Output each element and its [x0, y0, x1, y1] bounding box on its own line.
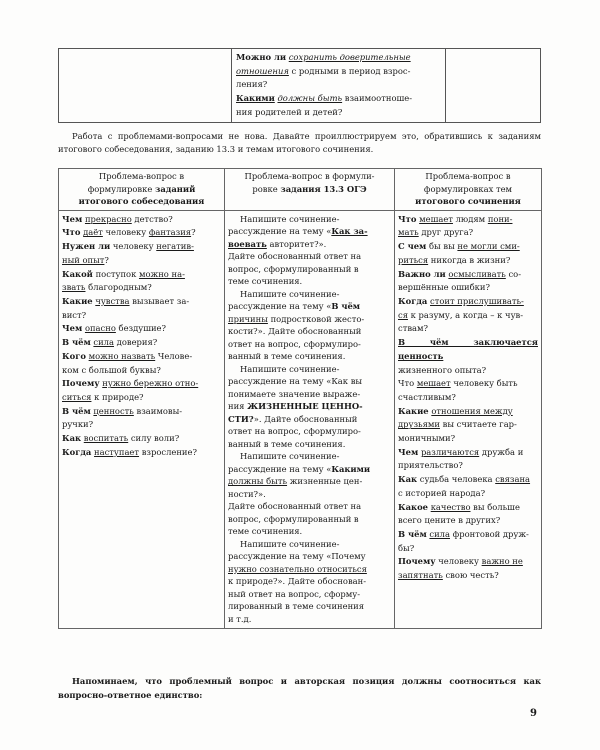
list-item: Напишите сочинение- — [240, 213, 340, 224]
list-item: Напишите сочинение- — [240, 288, 340, 299]
list-item: Когда наступает взросление? — [62, 446, 197, 457]
list-item: Какой поступок можно на- — [62, 268, 185, 279]
list-item: вист? — [62, 309, 87, 320]
list-item: ситься к природе? — [62, 391, 144, 402]
list-item: теме сочинения. — [228, 526, 303, 537]
col3-essay-topics — [395, 210, 542, 629]
list-item: ручки? — [62, 419, 94, 430]
list-item: Важно ли осмысливать со- — [398, 268, 522, 279]
list-item: Напишите сочинение- — [240, 538, 340, 549]
list-item: Как воспитать силу воли? — [62, 433, 180, 444]
list-item: к природе?». Дайте обоснован- — [228, 576, 367, 587]
list-item: В чём ценность взаимовы- — [62, 405, 183, 416]
top-table — [58, 48, 541, 123]
list-item: Что даёт человеку фантазия? — [62, 227, 196, 238]
list-item: должны быть жизненные цен- — [228, 476, 363, 487]
top-table-empty-right — [446, 49, 541, 123]
header-row — [59, 169, 542, 211]
list-item: рассуждение на тему «Как за- — [228, 226, 368, 237]
list-item: Что мешает людям пони- — [398, 213, 513, 224]
list-item: вершённые ошибки? — [398, 282, 490, 293]
list-item: риться никогда в жизни? — [398, 254, 511, 265]
list-item: ванный в теме сочинения. — [228, 438, 346, 449]
list-item: Что мешает человеку быть — [398, 378, 518, 389]
list-item: Почему человеку важно не — [398, 556, 523, 567]
list-item: Дайте обоснованный ответ на — [228, 251, 362, 262]
list-item: В чём сила доверия? — [62, 337, 158, 348]
list-item: Какое качество вы больше — [398, 501, 520, 512]
list-item: рассуждение на тему «Какими — [228, 463, 371, 474]
list-item: С чем бы вы не могли сми- — [398, 241, 520, 252]
top-line-4: Какими должны быть взаимоотноше- — [236, 93, 413, 104]
list-item: Напишите сочинение- — [240, 451, 340, 462]
list-item: и т.д. — [228, 613, 252, 624]
list-item: ности?». — [228, 488, 266, 499]
list-item: рассуждение на тему «Почему — [228, 551, 366, 562]
list-item: рассуждение на тему «В чём — [228, 301, 361, 312]
list-item: кости?». Дайте обоснованный — [228, 326, 362, 337]
list-item: бы? — [398, 542, 415, 553]
list-item: причины подростковой жесто- — [228, 313, 365, 324]
top-table-text-cell — [232, 49, 446, 123]
list-item: Как судьба человека связана — [398, 474, 531, 485]
col2-essay-prompts — [225, 210, 395, 629]
list-item: воевать авторитет?». — [228, 238, 327, 249]
header-col2: Проблема-вопрос в формули- ровке задания 13.3 ОГЭ — [225, 169, 395, 211]
list-item: рассуждение на тему «Как вы — [228, 376, 363, 387]
list-item: друзьями вы считаете гар- — [398, 419, 517, 430]
header-col3: Проблема-вопрос в формулировках тем итогового сочинения — [395, 169, 542, 211]
top-line-3: ления? — [236, 79, 268, 90]
list-item: Кого можно назвать Челове- — [62, 350, 193, 361]
list-item: ванный в теме сочинения. — [228, 351, 346, 362]
col1-questions — [59, 210, 225, 629]
list-item: приятельство? — [398, 460, 463, 471]
list-item: ный опыт? — [62, 254, 109, 265]
top-line-5: ния родителей и детей? — [236, 106, 343, 117]
list-item: ответ на вопрос, сформулиро- — [228, 338, 361, 349]
list-item: с историей народа? — [398, 487, 486, 498]
list-item: моничными? — [398, 433, 456, 444]
list-item: Чем прекрасно детство? — [62, 213, 173, 224]
list-item: запятнать свою честь? — [398, 570, 499, 581]
list-item: В чём сила фронтовой друж- — [398, 528, 529, 539]
list-item: В чём заключается ценность — [398, 337, 538, 361]
list-item: ния ЖИЗНЕННЫЕ ЦЕННО- — [228, 401, 363, 412]
list-item: нужно сознательно относиться — [228, 563, 367, 574]
list-item: СТИ?». Дайте обоснованный — [228, 413, 358, 424]
page-number: 9 — [530, 708, 537, 719]
list-item: Чем опасно бездушие? — [62, 323, 167, 334]
list-item: жизненного опыта? — [398, 364, 487, 375]
list-item: Какие отношения между — [398, 405, 513, 416]
list-item: Нужен ли человеку негатив- — [62, 241, 194, 252]
list-item: Когда стоит прислушивать- — [398, 296, 524, 306]
intro-paragraph: Работа с проблемами-вопросами не нова. Давайте проиллюстрируем это, обратившись к заданиям итогового собеседования, заданию 13.3 и темам итогового сочинения. — [58, 131, 541, 155]
list-item: звать благородным? — [62, 282, 152, 293]
closing-paragraph: Напоминаем, что проблемный вопрос и авторская позиция должны соотноситься как вопросно-ответное единство: — [58, 676, 541, 700]
list-item: ся к разуму, а когда – к чув- — [398, 309, 524, 320]
list-item: Чем различаются дружба и — [398, 446, 524, 457]
list-item: ком с большой буквы? — [62, 364, 161, 375]
list-item: ответ на вопрос, сформулиро- — [228, 426, 361, 437]
list-item: Дайте обоснованный ответ на — [228, 501, 362, 512]
list-item: понимаете значение выраже- — [228, 388, 361, 399]
list-item: мать друг друга? — [398, 227, 474, 238]
list-item: вопрос, сформулированный в — [228, 263, 359, 274]
list-item: ный ответ на вопрос, сформу- — [228, 588, 361, 599]
top-table-empty-left — [59, 49, 232, 123]
problem-questions-table — [58, 168, 542, 629]
content-row — [59, 210, 542, 629]
list-item: Почему нужно бережно отно- — [62, 378, 199, 389]
list-item: всего цените в других? — [398, 515, 501, 526]
top-line-1: Можно ли сохранить доверительные — [236, 52, 411, 62]
list-item: Напишите сочинение- — [240, 363, 340, 374]
header-col1: Проблема-вопрос в формулировке заданий итогового собеседования — [59, 169, 225, 211]
list-item: теме сочинения. — [228, 276, 303, 287]
list-item: вопрос, сформулированный в — [228, 513, 359, 524]
list-item: лированный в теме сочинения — [228, 601, 365, 612]
list-item: Какие чувства вызывает за- — [62, 296, 190, 306]
list-item: счастливым? — [398, 391, 456, 402]
list-item: ствам? — [398, 323, 429, 334]
top-line-2: отношения с родными в период взрос- — [236, 65, 411, 76]
